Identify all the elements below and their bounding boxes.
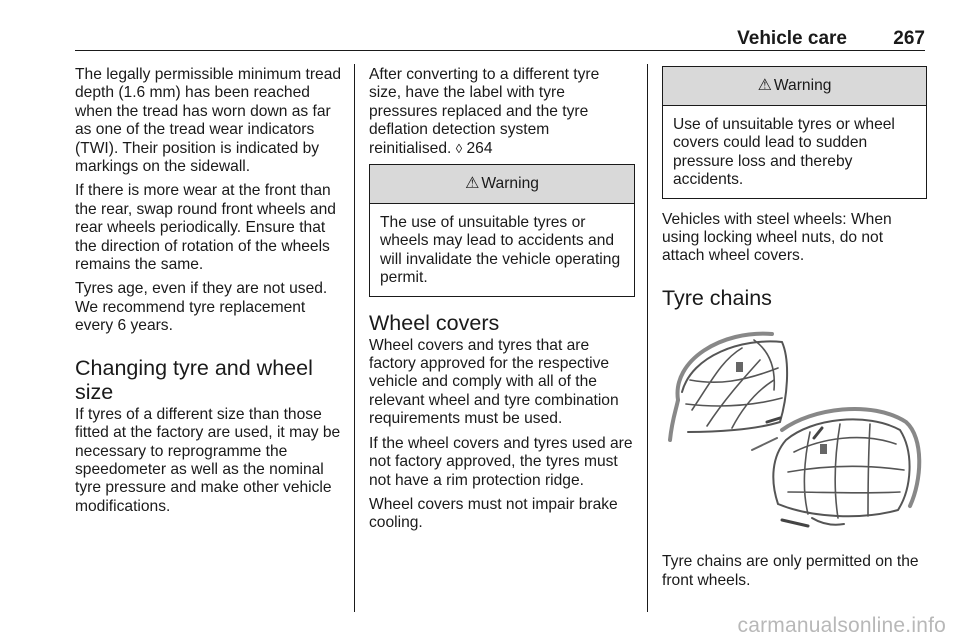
column-divider xyxy=(647,64,648,612)
watermark: carmanualsonline.info xyxy=(737,614,946,637)
tyre-chains-illustration xyxy=(662,320,927,538)
warning-triangle-icon: ⚠ xyxy=(465,175,480,193)
paragraph: If there is more wear at the front than the rear, swap round front wheels and rear wheels periodically. Ensure that the direction of rotation of the wheels remains the same. xyxy=(75,182,336,274)
warning-text: Use of unsuitable tyres or wheel covers could lead to sudden pressure loss and thereby accidents. xyxy=(673,116,895,189)
paragraph: If the wheel covers and tyres used are not factory approved, the tyres must not have a rim protection ridge. xyxy=(369,434,633,489)
paragraph: Vehicles with steel wheels: When using locking wheel nuts, do not attach wheel covers. xyxy=(662,210,892,265)
warning-triangle-icon: ⚠ xyxy=(757,77,772,94)
warning-title: Warning xyxy=(481,175,539,193)
column-2 xyxy=(369,66,635,539)
page-number: 267 xyxy=(893,28,925,49)
warning-box xyxy=(369,164,635,297)
page-reference-link[interactable]: 264 xyxy=(466,139,493,157)
paragraph: Wheel covers and tyres that are factory approved for the respective vehicle and comply with all of the relevant wheel and tyre combination requirements must be used. xyxy=(369,336,619,428)
paragraph: Tyre chains are only permitted on the front wheels. xyxy=(662,553,919,589)
paragraph: The legally permissible minimum tread depth (1.6 mm) has been reached when the tread has worn down as far as one of the tread wear indicators (TWI). Their position is indicated by markings on the sidewall. xyxy=(75,66,342,176)
page-header xyxy=(75,28,925,51)
warning-title: Warning xyxy=(773,77,832,94)
paragraph: If tyres of a different size than those fitted at the factory are used, it may be necessary to reprogramme the speedometer as well as the nominal tyre pressure and make other vehicle modifications. xyxy=(75,405,341,515)
column-1 xyxy=(75,66,343,522)
section-heading: Tyre chains xyxy=(662,285,772,310)
warning-text: The use of unsuitable tyres or wheels may lead to accidents and will invalidate the vehicle operating permit. xyxy=(380,214,621,287)
section-heading: Wheel covers xyxy=(369,310,500,335)
column-divider xyxy=(354,64,355,612)
section-title: Vehicle care xyxy=(737,28,847,49)
warning-header xyxy=(663,67,926,106)
section-heading: Changing tyre and wheel size xyxy=(75,355,313,404)
reference-arrow-icon: ◊ xyxy=(455,140,463,156)
warning-header xyxy=(370,165,634,204)
paragraph: After converting to a different tyre size, have the label with tyre pressures replaced and the tyre deflation detection system reinitialised. ◊ 264 xyxy=(369,66,600,157)
paragraph: Wheel covers must not impair brake cooling. xyxy=(369,495,618,532)
paragraph: Tyres age, even if they are not used. We recommend tyre replacement every 6 years. xyxy=(75,280,328,335)
warning-box xyxy=(662,66,927,199)
column-3 xyxy=(662,66,927,596)
